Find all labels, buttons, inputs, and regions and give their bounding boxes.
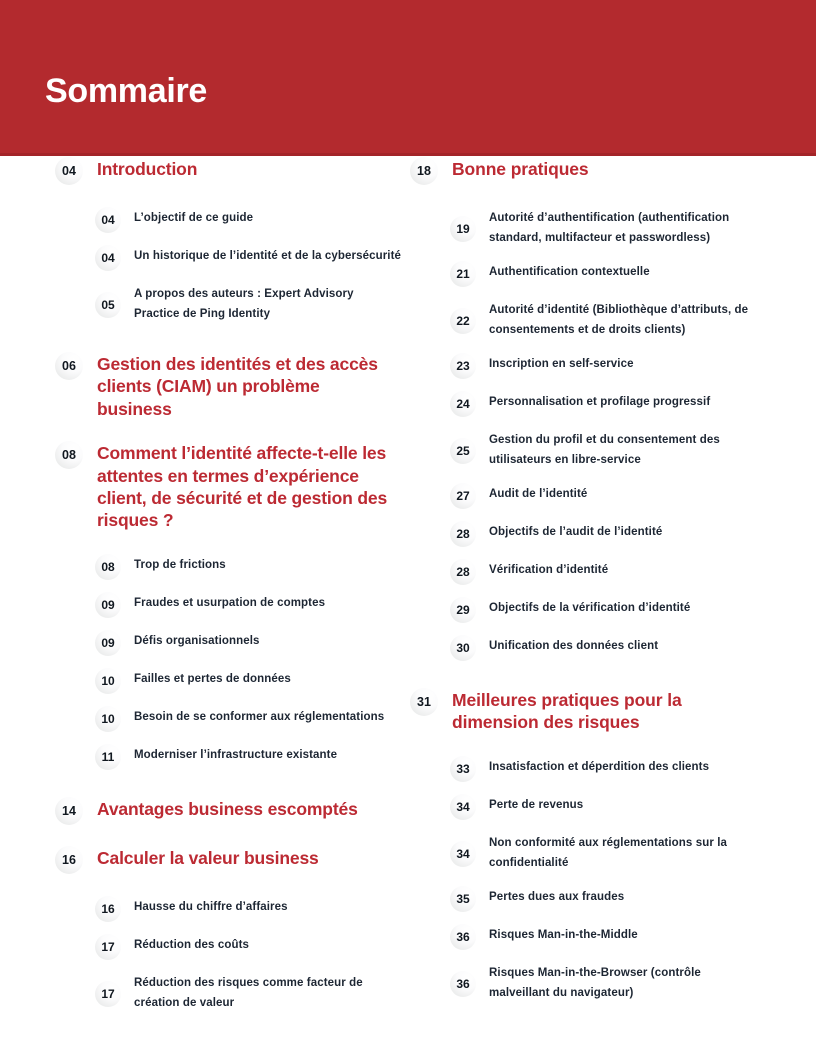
toc-subitem-label: Personnalisation et profilage progressif (489, 395, 711, 408)
toc-subitem-label: Fraudes et usurpation de comptes (134, 596, 326, 609)
toc-subitem-moderniser-l-infrastructure-existante[interactable] (95, 744, 405, 770)
page-number-badge: 31 (410, 688, 438, 716)
toc-section-label: Gestion des identités et des accès clients (CIAM) un problème business (97, 353, 378, 419)
toc-subitem-reduction-des-risques-comme-facteur-de-c[interactable] (95, 972, 405, 1014)
toc-left-column (55, 156, 405, 1026)
toc-subitem-objectifs-de-la-verification-d-identite[interactable] (450, 597, 765, 623)
toc-subitem-perte-de-revenus[interactable] (450, 794, 765, 820)
page-number-badge: 11 (95, 744, 121, 770)
page-number-badge: 28 (450, 559, 476, 585)
page-number-badge: 25 (450, 438, 476, 464)
toc-subitem-label: L’objectif de ce guide (134, 212, 254, 224)
toc-subitem-a-propos-des-auteurs-expert-advisory-pra[interactable] (95, 283, 405, 325)
toc-subitem-label: Moderniser l’infrastructure existante (134, 748, 338, 761)
toc-subitem-pertes-dues-aux-fraudes[interactable] (450, 886, 765, 912)
page-number-badge: 18 (410, 157, 438, 185)
toc-subitem-label: Besoin de se conformer aux réglementations (134, 710, 385, 723)
toc-subitem-label: Unification des données client (489, 639, 659, 652)
page-number-badge: 17 (95, 981, 121, 1007)
toc-subitem-label: Perte de revenus (489, 798, 584, 811)
toc-subitem-label: Autorité d’identité (Bibliothèque d’attributs, de consentements et de droits clients) (489, 303, 749, 337)
toc-subitem-insatisfaction-et-deperdition-des-client[interactable] (450, 756, 765, 782)
toc-subitem-label: Authentification contextuelle (489, 265, 650, 278)
page-number-badge: 17 (95, 934, 121, 960)
toc-subitem-label: Non conformité aux réglementations sur la confidentialité (489, 836, 727, 870)
toc-subitem-verification-d-identite[interactable] (450, 559, 765, 585)
page-number-badge: 10 (95, 706, 121, 732)
toc-section-introduction[interactable] (55, 156, 405, 185)
toc-subitem-label: Risques Man-in-the-Middle (489, 928, 638, 941)
toc-section-bonne-pratiques[interactable] (410, 156, 765, 185)
page-number-badge: 36 (450, 971, 476, 997)
page-number-badge: 09 (95, 592, 121, 618)
toc-subitem-gestion-du-profil-et-du-consentement-des[interactable] (450, 429, 765, 471)
toc-subitem-non-conformite-aux-reglementations-sur-l[interactable] (450, 832, 765, 874)
toc-subitem-label: Réduction des coûts (134, 938, 249, 951)
page-number-badge: 23 (450, 353, 476, 379)
page-number-badge: 16 (55, 846, 83, 874)
toc-subitem-label: Autorité d’authentification (authentification standard, multifacteur et passwordless) (489, 212, 730, 245)
toc-subitem-reduction-des-couts[interactable] (95, 934, 405, 960)
page-number-badge: 04 (95, 207, 121, 233)
toc-subitem-un-historique-de-l-identite-et-de-la-cyb[interactable] (95, 245, 405, 271)
page-number-badge: 04 (55, 157, 83, 185)
page-number-badge: 09 (95, 630, 121, 656)
page-number-badge: 08 (95, 554, 121, 580)
page-number-badge: 14 (55, 797, 83, 825)
toc-section-label: Calculer la valeur business (97, 847, 319, 868)
toc-section-label: Meilleures pratiques pour la dimension des risques (452, 689, 682, 733)
toc-subitem-label: Inscription en self-service (489, 357, 634, 370)
toc-subitem-label: Trop de frictions (134, 558, 226, 571)
toc-subitem-label: Audit de l’identité (489, 487, 588, 500)
toc-subitem-inscription-en-self-service[interactable] (450, 353, 765, 379)
page-number-badge: 04 (95, 245, 121, 271)
toc-subitem-label: Objectifs de la vérification d’identité (489, 601, 691, 614)
toc-subitem-autorite-d-authentification-authentifica[interactable] (450, 207, 765, 249)
page-number-badge: 21 (450, 261, 476, 287)
toc-subitem-label: Insatisfaction et déperdition des clients (489, 760, 710, 773)
page-number-badge: 05 (95, 292, 121, 318)
toc-subitem-besoin-de-se-conformer-aux-reglementatio[interactable] (95, 706, 405, 732)
page-number-badge: 33 (450, 756, 476, 782)
toc-subitem-personnalisation-et-profilage-progressif[interactable] (450, 391, 765, 417)
toc-subitem-label: Hausse du chiffre d’affaires (134, 900, 288, 913)
toc-subitem-label: Failles et pertes de données (134, 672, 291, 685)
toc-subitem-l-objectif-de-ce-guide[interactable] (95, 207, 405, 233)
toc-section-calculer-la-valeur-business[interactable] (55, 845, 405, 874)
page-number-badge: 16 (95, 896, 121, 922)
page-title: Sommaire (45, 72, 208, 110)
page-number-badge: 35 (450, 886, 476, 912)
page-number-badge: 08 (55, 441, 83, 469)
toc-subitem-defis-organisationnels[interactable] (95, 630, 405, 656)
toc-section-label: Avantages business escomptés (97, 798, 358, 819)
toc-subitem-objectifs-de-l-audit-de-l-identite[interactable] (450, 521, 765, 547)
toc-subitem-unification-des-donnees-client[interactable] (450, 635, 765, 661)
page-number-badge: 22 (450, 308, 476, 334)
toc-subitem-label: Défis organisationnels (134, 634, 260, 647)
page-number-badge: 36 (450, 924, 476, 950)
toc-subitem-label: A propos des auteurs : Expert Advisory Practice de Ping Identity (134, 288, 354, 321)
spacer (55, 337, 405, 351)
spacer (55, 782, 405, 796)
toc-subitem-label: Gestion du profil et du consentement des utilisateurs en libre-service (489, 433, 720, 467)
toc-subitem-hausse-du-chiffre-d-affaires[interactable] (95, 896, 405, 922)
page-number-badge: 28 (450, 521, 476, 547)
page-number-badge: 30 (450, 635, 476, 661)
toc-section-gestion-des-identites-et-des-acces-clien[interactable] (55, 351, 405, 420)
page-number-badge: 34 (450, 794, 476, 820)
page-number-badge: 34 (450, 841, 476, 867)
toc-section-label: Comment l’identité affecte-t-elle les attentes en termes d’expérience client, de sécurité et de gestion des risques ? (97, 443, 388, 531)
toc-subitem-label: Réduction des risques comme facteur de création de valeur (134, 976, 363, 1010)
toc-section-label: Introduction (97, 159, 198, 179)
page-number-badge: 24 (450, 391, 476, 417)
page-number-badge: 29 (450, 597, 476, 623)
toc-subitem-label: Risques Man-in-the-Browser (contrôle malveillant du navigateur) (489, 966, 701, 999)
spacer (410, 673, 765, 687)
toc-section-meilleures-pratiques-pour-la-dimension-d[interactable] (410, 687, 765, 734)
page-header-banner (0, 0, 816, 156)
toc-subitem-label: Objectifs de l’audit de l’identité (489, 525, 663, 538)
toc-subitem-autorite-d-identite-bibliotheque-d-attri[interactable] (450, 299, 765, 341)
toc-subitem-label: Vérification d’identité (489, 563, 609, 576)
toc-subitem-risques-man-in-the-middle[interactable] (450, 924, 765, 950)
toc-subitem-label: Un historique de l’identité et de la cybersécurité (134, 250, 402, 262)
toc-subitem-trop-de-frictions[interactable] (95, 554, 405, 580)
page-number-badge: 27 (450, 483, 476, 509)
toc-subitem-audit-de-l-identite[interactable] (450, 483, 765, 509)
page-number-badge: 06 (55, 352, 83, 380)
toc-section-comment-l-identite-affecte-t-elle-les-at[interactable] (55, 440, 405, 532)
toc-subitem-risques-man-in-the-browser-controle-malv[interactable] (450, 962, 765, 1004)
toc-section-avantages-business-escomptes[interactable] (55, 796, 405, 825)
page-number-badge: 19 (450, 216, 476, 242)
toc-subitem-authentification-contextuelle[interactable] (450, 261, 765, 287)
toc-subitem-label: Pertes dues aux fraudes (489, 890, 625, 903)
toc-subitem-fraudes-et-usurpation-de-comptes[interactable] (95, 592, 405, 618)
page-number-badge: 10 (95, 668, 121, 694)
toc-section-label: Bonne pratiques (452, 159, 589, 179)
toc-right-column (410, 156, 765, 1015)
toc-subitem-failles-et-pertes-de-donnees[interactable] (95, 668, 405, 694)
